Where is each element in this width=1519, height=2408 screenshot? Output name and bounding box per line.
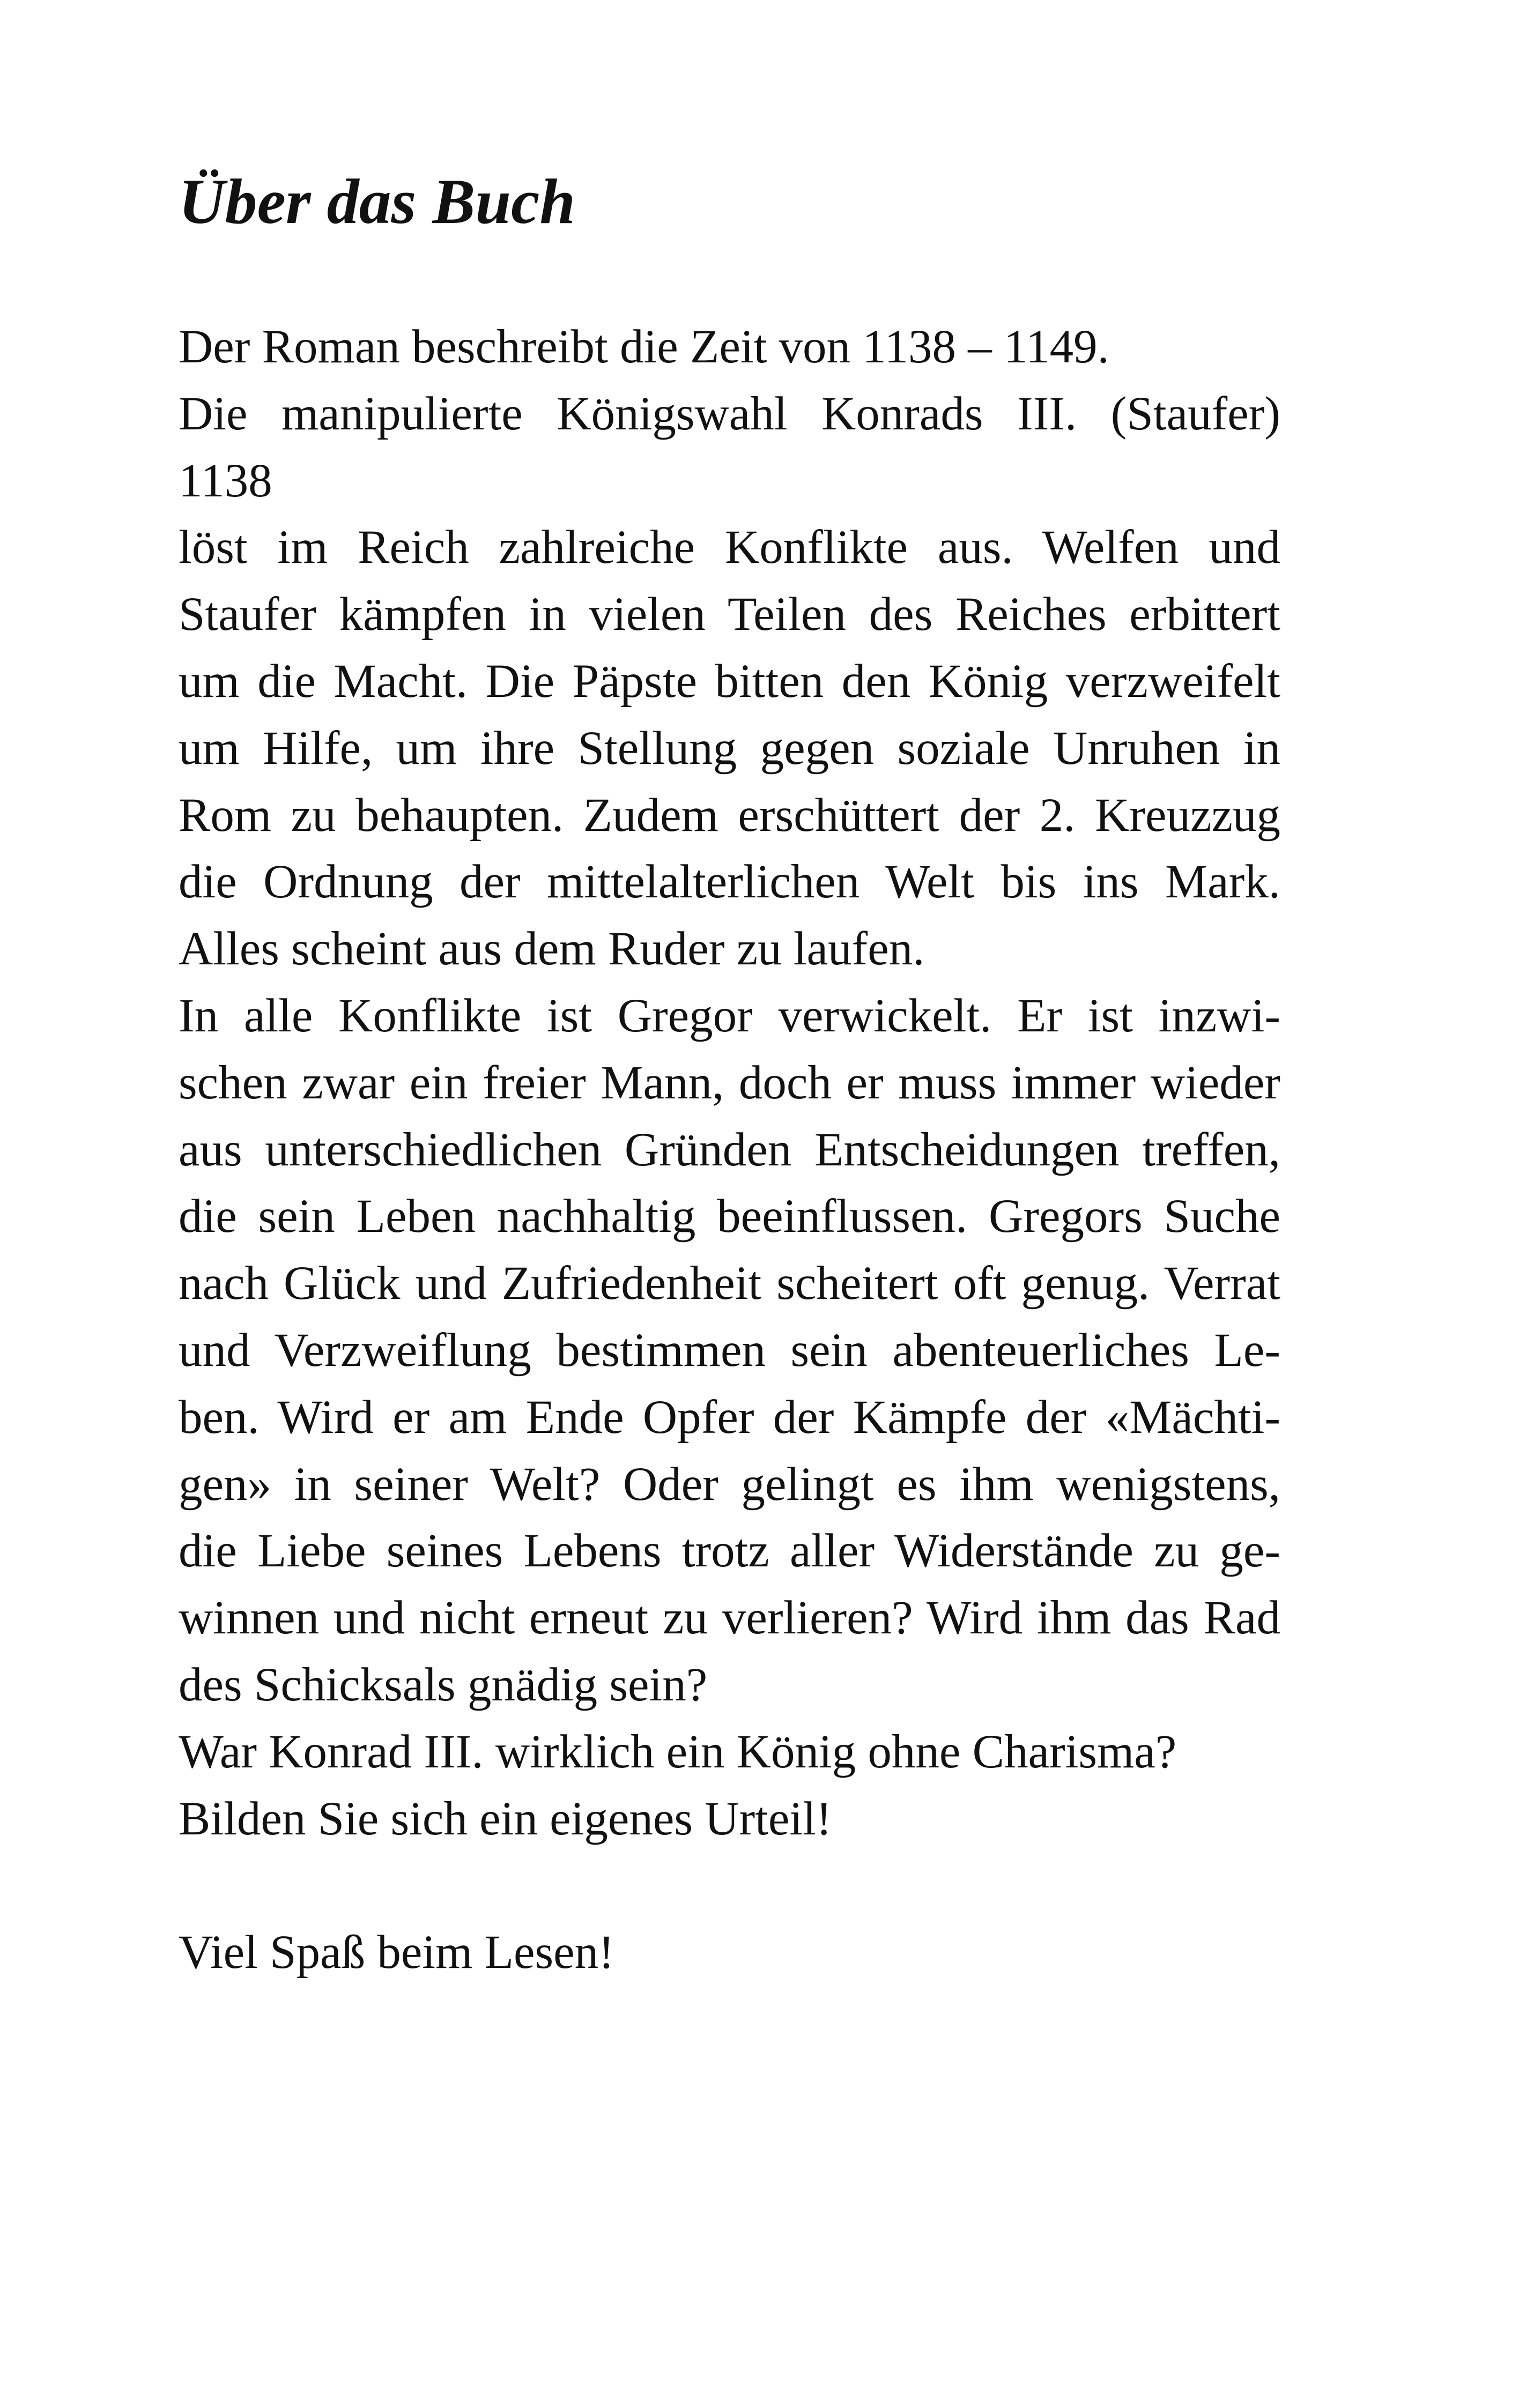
text-line: um Hilfe, um ihre Stellung gegen soziale Unruhen in — [179, 722, 1280, 775]
text-line: schen zwar ein freier Mann, doch er muss immer wieder — [179, 1056, 1280, 1109]
text-line: löst im Reich zahlreiche Konflikte aus. Welfen und — [179, 521, 1280, 574]
text-line: und Verzweiflung bestimmen sein abenteuerliches Le- — [179, 1324, 1280, 1377]
paragraph-gap — [179, 1852, 1280, 1919]
text-line: ben. Wird er am Ende Opfer der Kämpfe der «Mächti- — [179, 1391, 1280, 1444]
text-line: Bilden Sie sich ein eigenes Urteil! — [179, 1792, 832, 1845]
text-line: Die manipulierte Königswahl Konrads III. (Staufer) — [179, 387, 1280, 440]
text-line: die Liebe seines Lebens trotz aller Widerstände zu ge- — [179, 1525, 1280, 1578]
page-title: Über das Buch — [179, 166, 576, 237]
text-line: des Schicksals gnädig sein? — [179, 1658, 708, 1711]
text-line: die Ordnung der mittelalterlichen Welt bis ins Mark. — [179, 856, 1280, 909]
text-line: winnen und nicht erneut zu verlieren? Wird ihm das Rad — [179, 1592, 1280, 1645]
text-line: Alles scheint aus dem Ruder zu laufen. — [179, 923, 925, 976]
blurb-text — [179, 314, 1280, 1986]
text-line: Staufer kämpfen in vielen Teilen des Reiches erbittert — [179, 588, 1280, 641]
text-line: um die Macht. Die Päpste bitten den König verzweifelt — [179, 655, 1280, 708]
text-line: War Konrad III. wirklich ein König ohne Charisma? — [179, 1725, 1177, 1778]
text-line: Rom zu behaupten. Zudem erschüttert der 2. Kreuzzug — [179, 789, 1280, 842]
text-line: aus unterschiedlichen Gründen Entscheidungen treffen, — [179, 1123, 1280, 1176]
text-line: nach Glück und Zufriedenheit scheitert oft genug. Verrat — [179, 1257, 1280, 1310]
text-line: Der Roman beschreibt die Zeit von 1138 – 1149. — [179, 321, 1109, 373]
closing-line: Viel Spaß beim Lesen! — [179, 1926, 614, 1979]
text-line: gen» in seiner Welt? Oder gelingt es ihm wenigstens, — [179, 1458, 1280, 1511]
text-line: die sein Leben nachhaltig beeinflussen. Gregors Suche — [179, 1190, 1280, 1243]
text-line: In alle Konflikte ist Gregor verwickelt. Er ist inzwi- — [179, 989, 1280, 1042]
text-line: 1138 — [179, 454, 272, 507]
